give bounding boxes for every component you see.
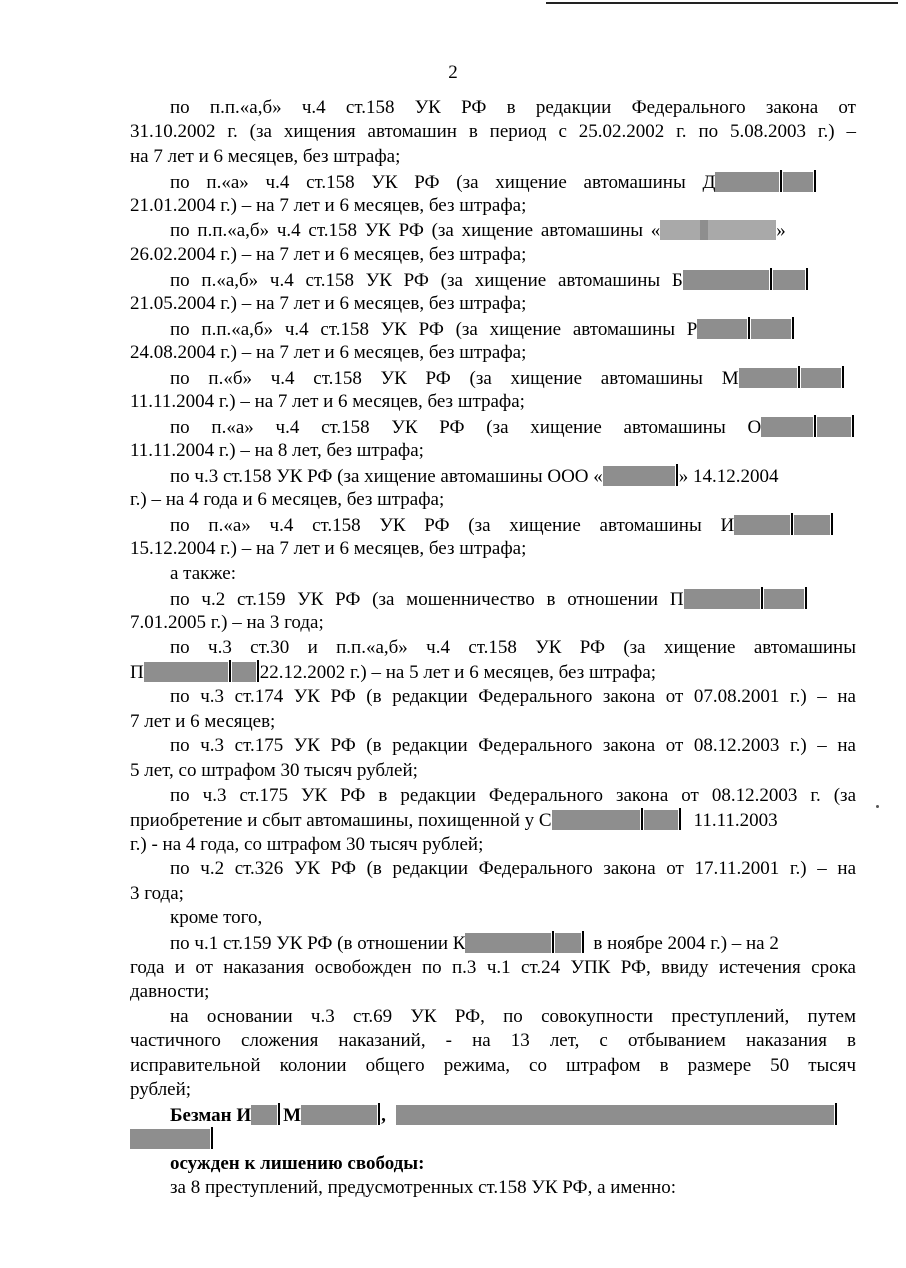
text-line [170,513,834,537]
text-line: 11.11.2004 г.) – на 8 лет, без штрафа; [130,440,424,461]
redaction-divider [679,808,681,830]
redaction-block [697,319,747,339]
page-number: 2 [448,62,458,83]
text-line: 15.12.2004 г.) – на 7 лет и 6 месяцев, без штрафа; [130,538,527,559]
text-line [170,415,855,439]
text-fragment: по ч.3 ст.158 УК РФ (за хищение автомашины ООО « [170,466,603,487]
redaction-block [764,589,804,609]
text-line: а также: [170,563,236,584]
redaction-divider [211,1127,213,1149]
text-fragment: 22.12.2002 г.) – на 5 лет и 6 месяцев, без штрафа; [259,662,657,683]
text-line [170,317,795,341]
text-fragment: по п.«а» ч.4 ст.158 УК РФ (за хищение автомашины И [170,515,735,536]
text-fragment: по ч.2 ст.159 УК РФ (за мошенничество в отношении П [170,589,684,610]
redaction-divider [805,587,807,609]
redaction-divider [676,464,678,486]
redaction-divider [806,268,808,290]
redaction-divider [835,1103,837,1125]
redaction-divider [814,415,816,437]
text-line: 26.02.2004 г.) – на 7 лет и 6 месяцев, без штрафа; [130,244,527,265]
redaction-block [144,662,228,682]
text-fragment: по п.«б» ч.4 ст.158 УК РФ (за хищение автомашины М [170,368,739,389]
scan-speck [876,805,879,808]
text-line: 11.11.2004 г.) – на 7 лет и 6 месяцев, без штрафа; [130,391,525,412]
text-fragment: » 14.12.2004 [678,466,779,487]
sentence-heading: осужден к лишению свободы: [170,1153,425,1174]
text-line [170,219,786,243]
redaction-block [817,417,851,437]
redaction-block [794,515,830,535]
text-line [170,170,817,194]
redaction-block [751,319,791,339]
text-line: г.) – на 4 года и 6 месяцев, без штрафа; [130,489,445,510]
text-line: давности; [130,981,210,1002]
text-line: по ч.3 ст.174 УК РФ (в редакции Федерального закона от 07.08.2001 г.) – на [170,686,856,707]
redaction-divider [780,170,782,192]
redaction-divider [831,513,833,535]
text-fragment: по п.«а» ч.4 ст.158 УК РФ (за хищение автомашины О [170,417,762,438]
text-fragment: 11.11.2003 [693,810,778,831]
text-fragment: по п.«а,б» ч.4 ст.158 УК РФ (за хищение автомашины Б [170,270,683,291]
redaction-divider [798,366,800,388]
redaction-divider [257,660,259,682]
redaction-block [783,172,813,192]
redaction-divider [229,660,231,682]
redaction-block [555,933,581,953]
text-line [170,931,779,955]
redaction-divider [761,587,763,609]
redaction-block [761,417,813,437]
text-line: 5 лет, со штрафом 30 тысяч рублей; [130,760,418,781]
redaction-block [708,220,776,240]
redaction-block [801,368,841,388]
text-fragment: по ч.1 ст.159 УК РФ (в отношении К [170,933,466,954]
redaction-block [130,1129,210,1149]
redaction-divider [852,415,854,437]
text-line: кроме того, [170,907,263,928]
text-line: за 8 преступлений, предусмотренных ст.158 УК РФ, а именно: [170,1177,676,1198]
redaction-block [684,589,760,609]
redaction-block [644,810,678,830]
redaction-divider [792,317,794,339]
text-line: на основании ч.3 ст.69 УК РФ, по совокупности преступлений, путем [170,1006,856,1027]
redaction-block [396,1105,834,1125]
text-line: 3 года; [130,883,184,904]
redaction-divider [641,808,643,830]
text-fragment: приобретение и сбыт автомашины, похищенной у С [130,810,552,831]
text-fragment: по п.п.«а,б» ч.4 ст.158 УК РФ (за хищение автомашины Р [170,319,698,340]
text-line: г.) - на 4 года, со штрафом 30 тысяч рублей; [130,834,484,855]
text-line [170,464,779,488]
text-line: по п.п.«а,б» ч.4 ст.158 УК РФ в редакции Федерального закона от [170,97,856,118]
text-line: 21.01.2004 г.) – на 7 лет и 6 месяцев, без штрафа; [130,195,527,216]
text-line [130,808,778,832]
redaction-divider [770,268,772,290]
text-line: 7.01.2005 г.) – на 3 года; [130,612,324,633]
text-fragment: , [381,1105,386,1126]
text-fragment: в ноябре 2004 г.) – на 2 [593,933,779,954]
redaction-divider [582,931,584,953]
redaction-divider [748,317,750,339]
text-line [170,587,808,611]
text-line: по ч.3 ст.175 УК РФ в редакции Федерального закона от 08.12.2003 г. (за [170,785,856,806]
redaction-divider [791,513,793,535]
text-fragment: Безман И [170,1105,252,1126]
text-line [130,660,656,684]
text-fragment: по п.«а» ч.4 ст.158 УК РФ (за хищение автомашины Д [170,172,716,193]
redaction-divider [278,1103,280,1125]
text-line: 31.10.2002 г. (за хищения автомашин в период с 25.02.2002 г. по 5.08.2003 г.) – [130,121,856,142]
text-line [170,268,809,292]
text-line: 7 лет и 6 месяцев; [130,711,276,732]
redaction-block [301,1105,377,1125]
redaction-block [232,662,256,682]
redaction-block [465,933,551,953]
redaction-divider [842,366,844,388]
text-fragment: М [283,1105,302,1126]
text-line: по ч.2 ст.326 УК РФ (в редакции Федерального закона от 17.11.2001 г.) – на [170,858,856,879]
text-line: исправительной колонии общего режима, со штрафом в размере 50 тысяч [130,1055,856,1076]
redaction-block [251,1105,277,1125]
redaction-block [683,270,769,290]
text-line: рублей; [130,1079,192,1100]
text-line [130,1127,214,1151]
redaction-block [700,220,708,240]
top-rule [546,2,898,4]
text-line: по ч.3 ст.175 УК РФ (в редакции Федерального закона от 08.12.2003 г.) – на [170,735,856,756]
redaction-block [715,172,779,192]
text-line [170,366,845,390]
redaction-divider [552,931,554,953]
text-line: на 7 лет и 6 месяцев, без штрафа; [130,146,401,167]
redaction-block [773,270,805,290]
text-fragment: по п.п.«а,б» ч.4 ст.158 УК РФ (за хищение автомашины « [170,220,661,241]
defendant-name-line [170,1103,838,1127]
text-line: 21.05.2004 г.) – на 7 лет и 6 месяцев, без штрафа; [130,293,527,314]
redaction-block [660,220,700,240]
redaction-block [739,368,797,388]
redaction-block [603,466,675,486]
text-line: частичного сложения наказаний, - на 13 лет, с отбыванием наказания в [130,1030,856,1051]
redaction-divider [378,1103,380,1125]
text-line: года и от наказания освобожден по п.3 ч.1 ст.24 УПК РФ, ввиду истечения срока [130,957,856,978]
text-line: по ч.3 ст.30 и п.п.«а,б» ч.4 ст.158 УК РФ (за хищение автомашины [170,637,856,658]
text-fragment: » [776,220,786,241]
redaction-divider [814,170,816,192]
text-fragment: П [130,662,144,683]
redaction-block [734,515,790,535]
text-line: 24.08.2004 г.) – на 7 лет и 6 месяцев, без штрафа; [130,342,527,363]
redaction-block [552,810,640,830]
